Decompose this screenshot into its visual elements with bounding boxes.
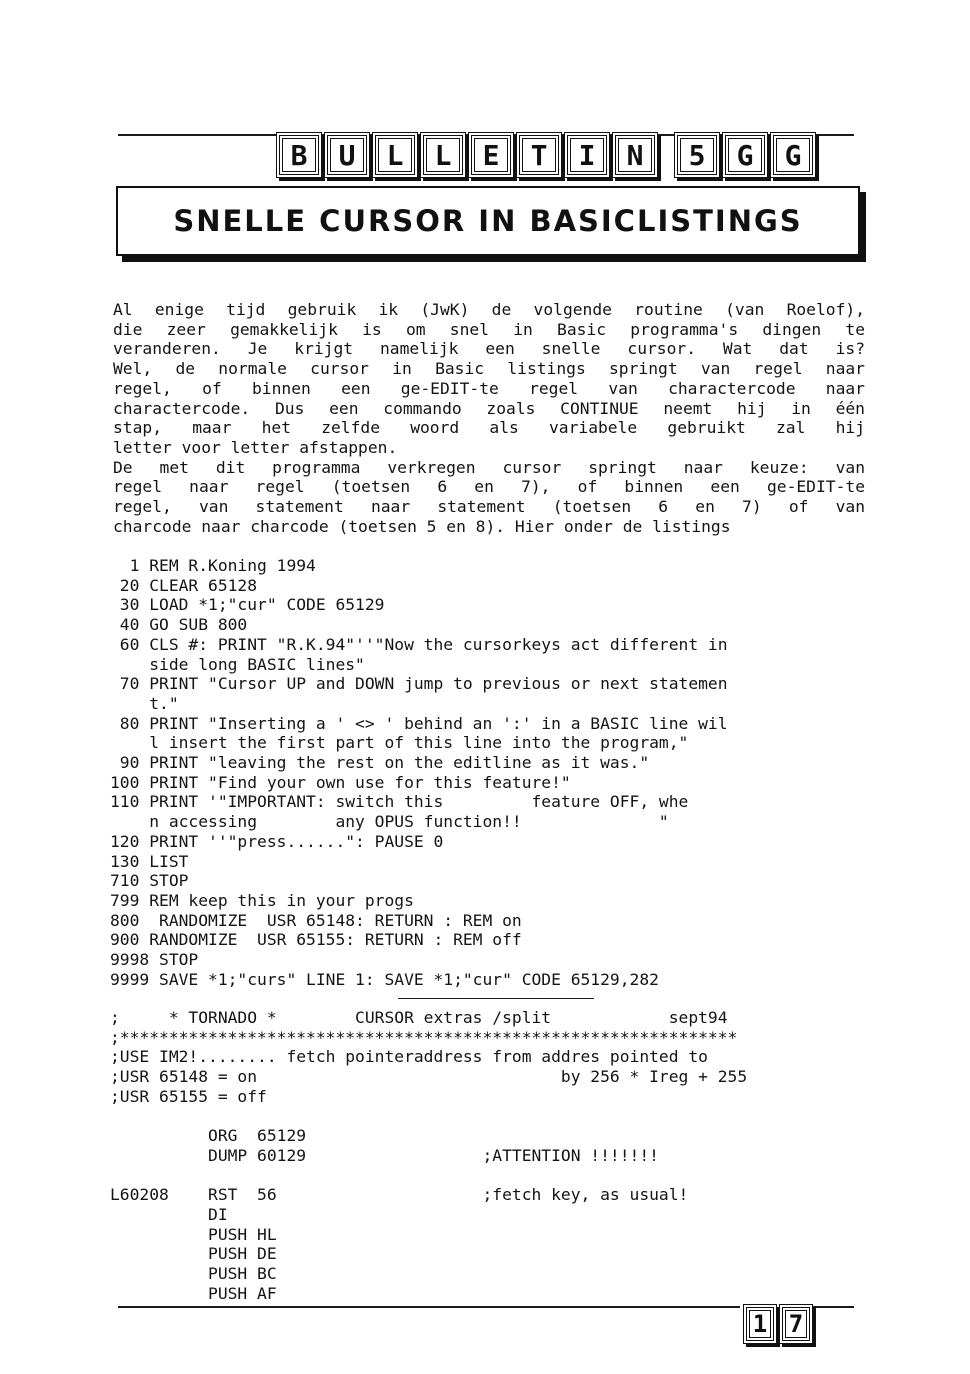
intro-line: Al enige tijd gebruik ik (JwK) de volgende routine (van Roelof),	[113, 300, 865, 319]
code-line: 100 PRINT "Find your own use for this feature!"	[110, 772, 571, 792]
banner-letter: N	[612, 132, 658, 178]
page-number-digit: 1	[743, 1304, 777, 1344]
code-line: 900 RANDOMIZE USR 65155: RETURN : REM off	[110, 930, 522, 950]
code-line: 110 PRINT '"IMPORTANT: switch this feature OFF, whe	[110, 792, 689, 812]
code-line: DI	[110, 1205, 228, 1225]
bulletin-banner	[276, 132, 816, 178]
intro-line: De met dit programma verkregen cursor springt naar keuze: van	[113, 457, 865, 477]
intro-line: charcode naar charcode (toetsen 5 en 8). Hier onder de listings	[113, 516, 731, 536]
code-line: 70 PRINT "Cursor UP and DOWN jump to previous or next statemen	[110, 674, 728, 694]
code-line: l insert the first part of this line into the program,"	[110, 733, 689, 753]
code-line: L60208 RST 56 ;fetch key, as usual!	[110, 1185, 689, 1205]
banner-letter: B	[276, 132, 322, 178]
basic-listing	[110, 556, 870, 989]
code-line: PUSH DE	[110, 1244, 277, 1264]
code-line: 130 LIST	[110, 851, 189, 871]
code-line: 1 REM R.Koning 1994	[110, 556, 316, 575]
assembly-listing	[110, 1008, 870, 1304]
code-line: 9999 SAVE *1;"curs" LINE 1: SAVE *1;"cur" CODE 65129,282	[110, 969, 659, 989]
article-title-box	[116, 186, 860, 256]
code-line: 60 CLS #: PRINT "R.K.94"''"Now the cursorkeys act different in	[110, 634, 728, 654]
code-line: PUSH AF	[110, 1283, 277, 1303]
intro-line: regel naar regel (toetsen 6 en 7), of binnen een ge-EDIT-te	[113, 477, 865, 497]
intro-line: charactercode. Dus een commando zoals CONTINUE neemt hij in één	[113, 398, 865, 418]
code-line: 800 RANDOMIZE USR 65148: RETURN : REM on	[110, 910, 522, 930]
banner-letter: E	[468, 132, 514, 178]
banner-letter: L	[420, 132, 466, 178]
intro-line: stap, maar het zelfde woord als variabele gebruikt zal hij	[113, 418, 865, 438]
code-line: ;USR 65148 = on by 256 * Ireg + 255	[110, 1067, 748, 1087]
code-line: PUSH BC	[110, 1264, 277, 1284]
intro-line: Wel, de normale cursor in Basic listings springt van regel naar	[113, 359, 865, 379]
banner-letter: L	[372, 132, 418, 178]
intro-line: letter voor letter afstappen.	[113, 437, 398, 457]
bottom-rule-right	[812, 1306, 854, 1308]
intro-line: veranderen. Je krijgt namelijk een snelle cursor. Wat dat is?	[113, 339, 865, 359]
code-line: side long BASIC lines"	[110, 654, 365, 674]
code-line: 120 PRINT ''"press......": PAUSE 0	[110, 831, 444, 851]
intro-line: regel, van statement naar statement (toetsen 6 en 7) of van	[113, 497, 865, 516]
code-line: ;USE IM2!........ fetch pointeraddress from addres pointed to	[110, 1047, 708, 1067]
listing-separator	[398, 998, 594, 999]
article-title: SNELLE CURSOR IN BASICLISTINGS	[173, 204, 803, 238]
code-line: n accessing any OPUS function!! "	[110, 812, 669, 832]
code-line: ;USR 65155 = off	[110, 1086, 267, 1106]
banner-number: G	[722, 132, 768, 178]
intro-line: regel, of binnen een ge-EDIT-te regel van charactercode naar	[113, 378, 865, 398]
page-number-digit: 7	[779, 1304, 813, 1344]
code-line: PUSH HL	[110, 1224, 277, 1244]
code-line: 40 GO SUB 800	[110, 615, 248, 635]
code-line: 710 STOP	[110, 871, 189, 891]
code-line: 20 CLEAR 65128	[110, 575, 258, 595]
code-line: 30 LOAD *1;"cur" CODE 65129	[110, 595, 385, 615]
code-line: ; * TORNADO * CURSOR extras /split sept94	[110, 1008, 728, 1027]
banner-letter: T	[516, 132, 562, 178]
code-line: 80 PRINT "Inserting a ' <> ' behind an ':' in a BASIC line wil	[110, 713, 728, 733]
code-line: ORG 65129	[110, 1126, 307, 1146]
code-line: ;***************************************************************	[110, 1027, 738, 1047]
banner-letter: I	[564, 132, 610, 178]
banner-number: G	[770, 132, 816, 178]
page-number	[743, 1304, 813, 1344]
code-line: 799 REM keep this in your progs	[110, 890, 414, 910]
intro-line: die zeer gemakkelijk is om snel in Basic programma's dingen te	[113, 319, 865, 339]
code-line: DUMP 60129 ;ATTENTION !!!!!!!	[110, 1145, 659, 1165]
code-line: 9998 STOP	[110, 950, 199, 970]
banner-letter: U	[324, 132, 370, 178]
code-line: t."	[110, 693, 179, 713]
banner-number: 5	[674, 132, 720, 178]
bottom-rule	[118, 1306, 740, 1308]
code-line: 90 PRINT "leaving the rest on the editline as it was."	[110, 753, 650, 773]
